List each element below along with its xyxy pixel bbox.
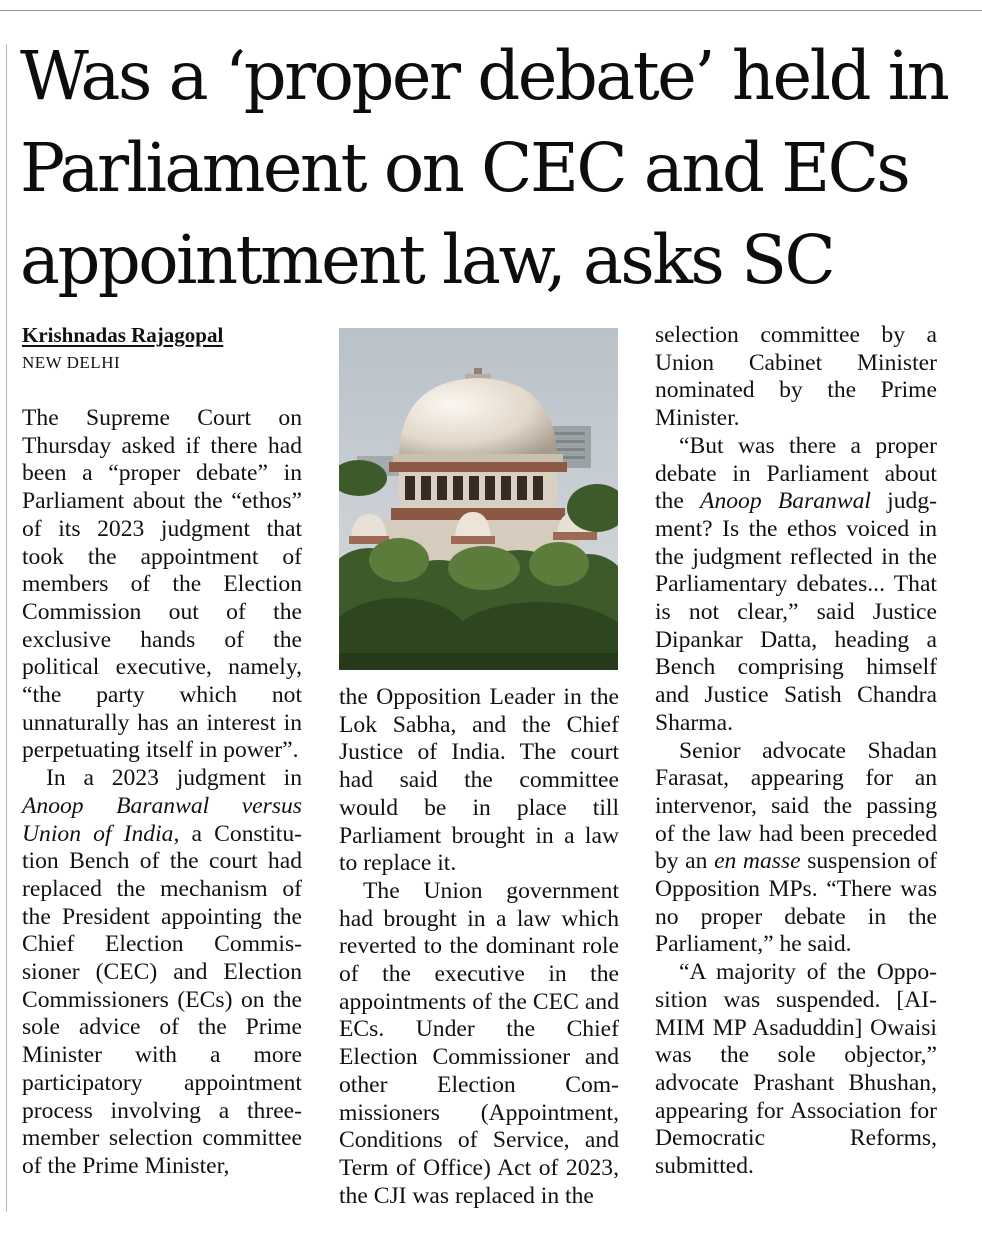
paragraph-text: In a 2023 judgment in [46, 765, 302, 792]
paragraph: the Opposition Leader in the Lok Sabha, and the Chief Justice of India. The court had said the committee would be in place till Parliament brought in a law to replace it. [339, 684, 619, 877]
left-column-rule [6, 44, 7, 1212]
headline: Was a ‘proper debate’ held in Parliament on CEC and ECs appointment law, asks SC [20, 37, 948, 299]
byline [22, 322, 322, 376]
supreme-court-photo [339, 328, 618, 670]
paragraph-text: , a Constitution Bench of the court had replaced the mechanism of the President appointing the Chief Election Commissioner (CEC) and Election Commissioners (ECs) on the sole advice of the Prime Minister with a more participatory appointment process involving a three-member selection committee of the Prime Minister, [22, 820, 302, 1179]
paragraph-text: suspension of Opposition MPs. “There was no proper debate in the Parliament,” he said. [655, 848, 938, 958]
paragraph-text: Senior advocate Shadan Farasat, appearing for an intervenor, said the passing of the law had been preceded by an [655, 737, 937, 875]
case-name: Anoop Baranwal versus Union of India [22, 792, 302, 847]
paragraph: selection committee by a Union Cabinet Minister nominated by the Prime Minister. [655, 322, 937, 432]
paragraph-text: judgment? Is the ethos voiced in the judgment reflected in the Parliamentary debates... That is not clear,” said Justice Dipankar Datta, heading a Bench comprising himself and Justice Satish Chandra Sharma. [655, 488, 937, 736]
paragraph [22, 765, 302, 1181]
article-column-3 [655, 322, 937, 1181]
paragraph [655, 433, 937, 738]
paragraph: “A majority of the Opposition was suspended. [AIMIM MP Asaduddin] Owaisi was the sole objector,” advocate Prashant Bhushan, appearing for Association for Democratic Reforms, submitted. [655, 959, 937, 1180]
paragraph [655, 738, 937, 960]
author-name: Krishnadas Rajagopal [22, 323, 224, 347]
paragraph-text: “But was there a proper debate in Parliament about the [655, 432, 937, 515]
paragraph: The Supreme Court on Thursday asked if there had been a “proper debate” in Parliament about the “ethos” of its 2023 judgment that took the appointment of members of the Election Commission out of the exclusive hands of the political executive, namely, “the party which not unnaturally has an interest in perpetuating itself in power”. [22, 405, 302, 764]
emphasis: en masse [714, 848, 801, 875]
case-name: Anoop Baranwal [700, 488, 871, 515]
paragraph: The Union government had brought in a law which reverted to the dominant role of the executive in the appointments of the CEC and ECs. Under the Chief Election Commissioner and other Election Commissioners (Appointment, Conditions of Service, and Term of Office) Act of 2023, the CJI was replaced in the [339, 877, 619, 1209]
top-rule [0, 10, 982, 11]
dateline: NEW DELHI [22, 353, 121, 372]
supreme-court-dome-image [339, 328, 618, 670]
article-column-1 [22, 405, 302, 1181]
article-column-2 [339, 684, 619, 1210]
